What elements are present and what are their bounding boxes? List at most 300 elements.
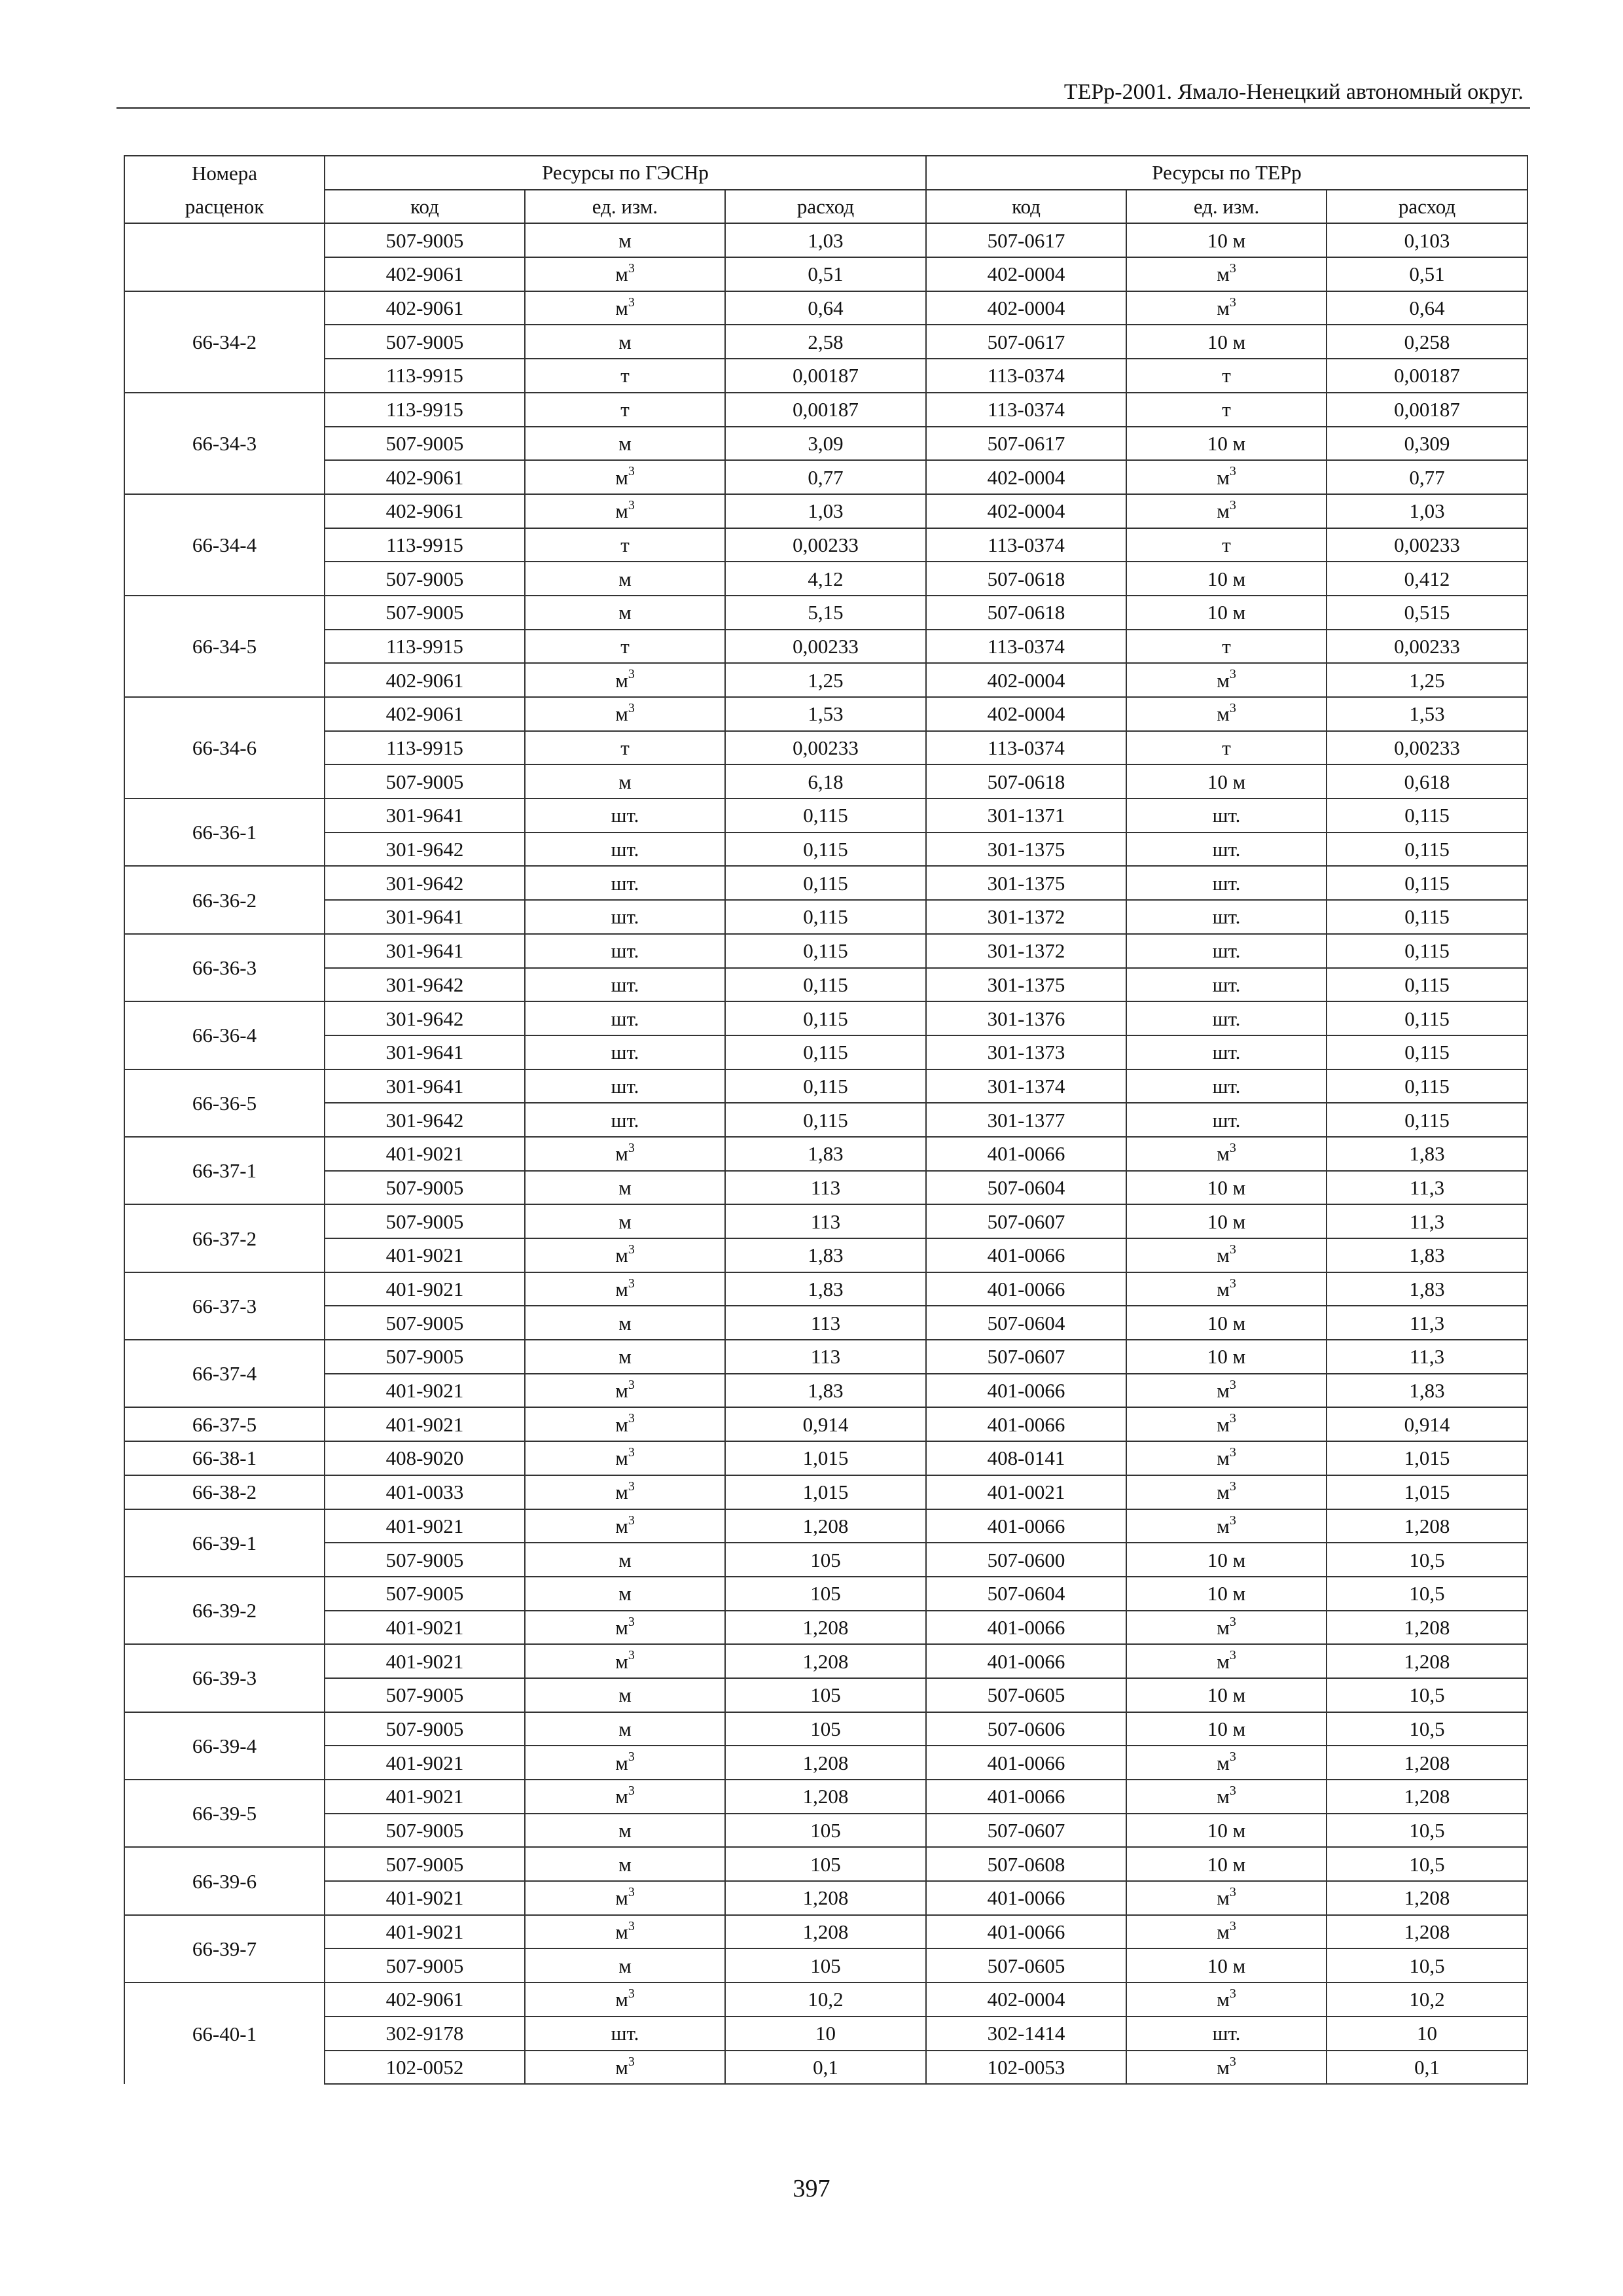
qty-terr-cell: 1,83 <box>1327 1374 1527 1408</box>
code-terr-cell: 507-0606 <box>926 1712 1126 1746</box>
unit-gesnr-cell: $м^3$ <box>525 257 725 291</box>
unit-terr-cell: шт. <box>1126 1103 1327 1137</box>
unit-gesnr-cell: шт. <box>525 1103 725 1137</box>
qty-gesnr-cell: 1,03 <box>725 223 926 257</box>
unit-terr-cell: т <box>1126 630 1327 664</box>
qty-terr-cell: 10 <box>1327 2017 1527 2051</box>
code-terr-cell: 507-0605 <box>926 1948 1126 1982</box>
unit-gesnr-cell: т <box>525 359 725 393</box>
unit-terr-cell: шт. <box>1126 1069 1327 1103</box>
qty-gesnr-cell: 0,00233 <box>725 630 926 664</box>
rate-number-cell: 66-37-5 <box>124 1407 325 1441</box>
code-terr-cell: 507-0618 <box>926 596 1126 630</box>
table-row <box>124 1306 1527 1340</box>
qty-terr-cell: 0,1 <box>1327 2051 1527 2085</box>
qty-gesnr-cell: 0,914 <box>725 1407 926 1441</box>
table-row <box>124 1475 1527 1509</box>
qty-gesnr-cell: 105 <box>725 1543 926 1577</box>
qty-terr-cell: 0,115 <box>1327 934 1527 968</box>
unit-terr-cell: 10 м <box>1126 1543 1327 1577</box>
unit-terr-cell: шт. <box>1126 968 1327 1002</box>
code-gesnr-cell: 402-9061 <box>325 257 525 291</box>
unit-gesnr-cell: $м^3$ <box>525 460 725 494</box>
qty-terr-cell: 1,208 <box>1327 1611 1527 1645</box>
unit-terr-cell: т <box>1126 393 1327 427</box>
unit-terr-cell: 10 м <box>1126 1204 1327 1238</box>
code-terr-cell: 301-1374 <box>926 1069 1126 1103</box>
code-terr-cell: 301-1375 <box>926 866 1126 900</box>
unit-gesnr-cell: шт. <box>525 934 725 968</box>
code-terr-cell: 301-1373 <box>926 1035 1126 1069</box>
unit-gesnr-cell: шт. <box>525 1001 725 1035</box>
unit-gesnr-cell: м <box>525 1814 725 1848</box>
code-gesnr-cell: 401-9021 <box>325 1407 525 1441</box>
table-row <box>124 1814 1527 1848</box>
table-row <box>124 1881 1527 1915</box>
qty-terr-cell: 1,208 <box>1327 1509 1527 1543</box>
unit-terr-cell: $м^3$ <box>1126 1407 1327 1441</box>
code-terr-cell: 113-0374 <box>926 393 1126 427</box>
unit-gesnr-cell: м <box>525 1847 725 1881</box>
table-row <box>124 1374 1527 1408</box>
unit-gesnr-cell: $м^3$ <box>525 1644 725 1678</box>
qty-terr-cell: 0,258 <box>1327 325 1527 359</box>
qty-gesnr-cell: 1,015 <box>725 1441 926 1475</box>
qty-gesnr-cell: 0,77 <box>725 460 926 494</box>
col-header-unit-terr: ед. изм. <box>1126 190 1327 224</box>
unit-gesnr-cell: м <box>525 325 725 359</box>
code-gesnr-cell: 401-0033 <box>325 1475 525 1509</box>
table-row <box>124 866 1527 900</box>
unit-gesnr-cell: $м^3$ <box>525 1915 725 1949</box>
table-row <box>124 596 1527 630</box>
qty-terr-cell: 1,208 <box>1327 1644 1527 1678</box>
table-row <box>124 393 1527 427</box>
table-row <box>124 663 1527 697</box>
qty-gesnr-cell: 0,115 <box>725 1001 926 1035</box>
qty-terr-cell: 0,00233 <box>1327 528 1527 562</box>
table-row <box>124 257 1527 291</box>
table-row <box>124 731 1527 765</box>
table-row <box>124 1509 1527 1543</box>
rate-number-cell: 66-38-2 <box>124 1475 325 1509</box>
table-row <box>124 798 1527 833</box>
code-terr-cell: 402-0004 <box>926 1982 1126 2017</box>
qty-terr-cell: 10,5 <box>1327 1577 1527 1611</box>
qty-terr-cell: 0,51 <box>1327 257 1527 291</box>
qty-gesnr-cell: 105 <box>725 1948 926 1982</box>
code-gesnr-cell: 113-9915 <box>325 359 525 393</box>
code-terr-cell: 113-0374 <box>926 630 1126 664</box>
code-terr-cell: 507-0618 <box>926 764 1126 798</box>
code-terr-cell: 401-0066 <box>926 1644 1126 1678</box>
table-row <box>124 494 1527 528</box>
code-terr-cell: 507-0605 <box>926 1678 1126 1712</box>
qty-terr-cell: 0,00233 <box>1327 731 1527 765</box>
code-gesnr-cell: 113-9915 <box>325 731 525 765</box>
unit-terr-cell: т <box>1126 528 1327 562</box>
code-gesnr-cell: 507-9005 <box>325 764 525 798</box>
table-row <box>124 1611 1527 1645</box>
code-gesnr-cell: 401-9021 <box>325 1374 525 1408</box>
unit-terr-cell: $м^3$ <box>1126 1509 1327 1543</box>
unit-terr-cell: $м^3$ <box>1126 1374 1327 1408</box>
qty-terr-cell: 1,53 <box>1327 697 1527 731</box>
unit-gesnr-cell: $м^3$ <box>525 1475 725 1509</box>
code-terr-cell: 507-0607 <box>926 1204 1126 1238</box>
unit-terr-cell: 10 м <box>1126 1340 1327 1374</box>
qty-gesnr-cell: 113 <box>725 1171 926 1205</box>
qty-terr-cell: 0,115 <box>1327 1001 1527 1035</box>
code-gesnr-cell: 301-9641 <box>325 798 525 833</box>
qty-terr-cell: 11,3 <box>1327 1204 1527 1238</box>
rate-number-cell: 66-36-2 <box>124 866 325 933</box>
code-terr-cell: 507-0604 <box>926 1577 1126 1611</box>
unit-terr-cell: шт. <box>1126 798 1327 833</box>
table-row <box>124 900 1527 934</box>
code-terr-cell: 507-0618 <box>926 562 1126 596</box>
unit-gesnr-cell: шт. <box>525 866 725 900</box>
unit-terr-cell: $м^3$ <box>1126 697 1327 731</box>
col-group-gesnr: Ресурсы по ГЭСНр <box>325 156 926 190</box>
rate-number-cell: 66-34-2 <box>124 291 325 393</box>
code-terr-cell: 402-0004 <box>926 257 1126 291</box>
code-terr-cell: 301-1371 <box>926 798 1126 833</box>
code-terr-cell: 402-0004 <box>926 697 1126 731</box>
qty-terr-cell: 10,5 <box>1327 1543 1527 1577</box>
table-row <box>124 1746 1527 1780</box>
qty-gesnr-cell: 0,00233 <box>725 528 926 562</box>
rate-number-cell: 66-36-3 <box>124 934 325 1001</box>
table-row <box>124 1238 1527 1272</box>
unit-terr-cell: 10 м <box>1126 764 1327 798</box>
rate-number-cell: 66-39-1 <box>124 1509 325 1577</box>
code-gesnr-cell: 401-9021 <box>325 1611 525 1645</box>
col-header-qty-terr: расход <box>1327 190 1527 224</box>
rate-number-cell <box>124 223 325 291</box>
qty-terr-cell: 10,5 <box>1327 1814 1527 1848</box>
qty-gesnr-cell: 0,115 <box>725 1035 926 1069</box>
qty-gesnr-cell: 10,2 <box>725 1982 926 2017</box>
unit-gesnr-cell: $м^3$ <box>525 1780 725 1814</box>
qty-terr-cell: 11,3 <box>1327 1306 1527 1340</box>
unit-terr-cell: $м^3$ <box>1126 1238 1327 1272</box>
unit-gesnr-cell: м <box>525 1577 725 1611</box>
table-header-row-2 <box>124 190 1527 224</box>
qty-gesnr-cell: 0,1 <box>725 2051 926 2085</box>
page-number: 397 <box>793 2175 830 2202</box>
unit-terr-cell: $м^3$ <box>1126 2051 1327 2085</box>
table-row <box>124 1272 1527 1306</box>
unit-gesnr-cell: $м^3$ <box>525 1881 725 1915</box>
unit-terr-cell: 10 м <box>1126 1306 1327 1340</box>
code-gesnr-cell: 301-9642 <box>325 1001 525 1035</box>
qty-gesnr-cell: 0,115 <box>725 934 926 968</box>
qty-gesnr-cell: 1,208 <box>725 1644 926 1678</box>
qty-terr-cell: 0,115 <box>1327 968 1527 1002</box>
unit-gesnr-cell: $м^3$ <box>525 1509 725 1543</box>
qty-terr-cell: 0,618 <box>1327 764 1527 798</box>
rate-number-cell: 66-39-6 <box>124 1847 325 1914</box>
unit-terr-cell: $м^3$ <box>1126 1441 1327 1475</box>
code-terr-cell: 507-0617 <box>926 427 1126 461</box>
code-terr-cell: 402-0004 <box>926 291 1126 325</box>
code-terr-cell: 408-0141 <box>926 1441 1126 1475</box>
code-terr-cell: 401-0066 <box>926 1881 1126 1915</box>
code-gesnr-cell: 402-9061 <box>325 663 525 697</box>
rate-number-cell: 66-37-2 <box>124 1204 325 1272</box>
code-terr-cell: 401-0066 <box>926 1611 1126 1645</box>
qty-gesnr-cell: 1,208 <box>725 1746 926 1780</box>
table-row <box>124 934 1527 968</box>
table-row <box>124 1001 1527 1035</box>
table-row <box>124 1915 1527 1949</box>
unit-terr-cell: 10 м <box>1126 223 1327 257</box>
code-terr-cell: 402-0004 <box>926 663 1126 697</box>
unit-gesnr-cell: $м^3$ <box>525 1374 725 1408</box>
qty-terr-cell: 0,00187 <box>1327 393 1527 427</box>
table-row <box>124 223 1527 257</box>
code-gesnr-cell: 301-9641 <box>325 900 525 934</box>
qty-gesnr-cell: 0,115 <box>725 866 926 900</box>
qty-terr-cell: 1,03 <box>1327 494 1527 528</box>
unit-gesnr-cell: шт. <box>525 968 725 1002</box>
unit-terr-cell: т <box>1126 731 1327 765</box>
table-row <box>124 1577 1527 1611</box>
qty-gesnr-cell: 1,208 <box>725 1881 926 1915</box>
unit-gesnr-cell: м <box>525 427 725 461</box>
code-terr-cell: 301-1376 <box>926 1001 1126 1035</box>
rate-number-cell: 66-40-1 <box>124 1982 325 2084</box>
code-terr-cell: 401-0066 <box>926 1238 1126 1272</box>
qty-gesnr-cell: 0,64 <box>725 291 926 325</box>
code-gesnr-cell: 401-9021 <box>325 1881 525 1915</box>
unit-gesnr-cell: м <box>525 1678 725 1712</box>
unit-terr-cell: $м^3$ <box>1126 257 1327 291</box>
table-row <box>124 2017 1527 2051</box>
table-row <box>124 1712 1527 1746</box>
code-gesnr-cell: 408-9020 <box>325 1441 525 1475</box>
code-gesnr-cell: 401-9021 <box>325 1644 525 1678</box>
qty-terr-cell: 11,3 <box>1327 1340 1527 1374</box>
table-row <box>124 1204 1527 1238</box>
code-terr-cell: 301-1375 <box>926 833 1126 867</box>
unit-terr-cell: $м^3$ <box>1126 494 1327 528</box>
unit-terr-cell: 10 м <box>1126 596 1327 630</box>
rate-number-cell: 66-34-4 <box>124 494 325 596</box>
table-row <box>124 1103 1527 1137</box>
table-row <box>124 1948 1527 1982</box>
qty-terr-cell: 1,015 <box>1327 1441 1527 1475</box>
code-terr-cell: 402-0004 <box>926 494 1126 528</box>
qty-terr-cell: 0,309 <box>1327 427 1527 461</box>
qty-gesnr-cell: 1,25 <box>725 663 926 697</box>
qty-gesnr-cell: 0,115 <box>725 900 926 934</box>
code-terr-cell: 301-1377 <box>926 1103 1126 1137</box>
unit-gesnr-cell: $м^3$ <box>525 1238 725 1272</box>
unit-terr-cell: $м^3$ <box>1126 1915 1327 1949</box>
code-terr-cell: 507-0608 <box>926 1847 1126 1881</box>
code-terr-cell: 301-1372 <box>926 934 1126 968</box>
table-row <box>124 359 1527 393</box>
unit-terr-cell: шт. <box>1126 934 1327 968</box>
code-gesnr-cell: 507-9005 <box>325 1948 525 1982</box>
unit-gesnr-cell: $м^3$ <box>525 1746 725 1780</box>
table-row <box>124 1982 1527 2017</box>
code-terr-cell: 301-1375 <box>926 968 1126 1002</box>
qty-gesnr-cell: 5,15 <box>725 596 926 630</box>
qty-gesnr-cell: 0,115 <box>725 1069 926 1103</box>
table-row <box>124 968 1527 1002</box>
unit-terr-cell: шт. <box>1126 2017 1327 2051</box>
qty-terr-cell: 0,00233 <box>1327 630 1527 664</box>
code-gesnr-cell: 113-9915 <box>325 630 525 664</box>
rate-number-cell: 66-37-3 <box>124 1272 325 1340</box>
code-gesnr-cell: 401-9021 <box>325 1780 525 1814</box>
unit-terr-cell: 10 м <box>1126 1678 1327 1712</box>
unit-gesnr-cell: т <box>525 731 725 765</box>
qty-gesnr-cell: 1,83 <box>725 1137 926 1171</box>
table-row <box>124 697 1527 731</box>
qty-gesnr-cell: 1,03 <box>725 494 926 528</box>
unit-terr-cell: $м^3$ <box>1126 1881 1327 1915</box>
qty-terr-cell: 1,25 <box>1327 663 1527 697</box>
qty-terr-cell: 0,412 <box>1327 562 1527 596</box>
code-gesnr-cell: 507-9005 <box>325 1340 525 1374</box>
code-gesnr-cell: 401-9021 <box>325 1746 525 1780</box>
qty-terr-cell: 0,914 <box>1327 1407 1527 1441</box>
code-gesnr-cell: 301-9641 <box>325 934 525 968</box>
code-terr-cell: 401-0066 <box>926 1915 1126 1949</box>
unit-terr-cell: $м^3$ <box>1126 1644 1327 1678</box>
unit-gesnr-cell: $м^3$ <box>525 1982 725 2017</box>
code-gesnr-cell: 402-9061 <box>325 1982 525 2017</box>
unit-terr-cell: $м^3$ <box>1126 1137 1327 1171</box>
code-terr-cell: 401-0066 <box>926 1374 1126 1408</box>
col-header-qty-gesnr: расход <box>725 190 926 224</box>
qty-gesnr-cell: 105 <box>725 1847 926 1881</box>
code-gesnr-cell: 507-9005 <box>325 1577 525 1611</box>
unit-gesnr-cell: шт. <box>525 798 725 833</box>
qty-gesnr-cell: 0,115 <box>725 968 926 1002</box>
qty-gesnr-cell: 10 <box>725 2017 926 2051</box>
table-row <box>124 2051 1527 2085</box>
code-terr-cell: 113-0374 <box>926 359 1126 393</box>
qty-gesnr-cell: 3,09 <box>725 427 926 461</box>
rate-number-cell: 66-39-2 <box>124 1577 325 1644</box>
table-row <box>124 1441 1527 1475</box>
unit-gesnr-cell: м <box>525 1712 725 1746</box>
unit-terr-cell: $м^3$ <box>1126 460 1327 494</box>
unit-gesnr-cell: м <box>525 1171 725 1205</box>
qty-gesnr-cell: 1,208 <box>725 1915 926 1949</box>
rate-number-cell: 66-37-1 <box>124 1137 325 1204</box>
qty-terr-cell: 10,2 <box>1327 1982 1527 2017</box>
qty-terr-cell: 11,3 <box>1327 1171 1527 1205</box>
qty-gesnr-cell: 1,53 <box>725 697 926 731</box>
code-terr-cell: 401-0066 <box>926 1509 1126 1543</box>
rate-number-cell: 66-34-5 <box>124 596 325 697</box>
unit-terr-cell: 10 м <box>1126 427 1327 461</box>
code-gesnr-cell: 301-9641 <box>325 1069 525 1103</box>
code-terr-cell: 401-0066 <box>926 1746 1126 1780</box>
table-row <box>124 1035 1527 1069</box>
qty-gesnr-cell: 1,208 <box>725 1611 926 1645</box>
code-terr-cell: 113-0374 <box>926 731 1126 765</box>
code-gesnr-cell: 507-9005 <box>325 223 525 257</box>
resources-table <box>124 155 1528 2085</box>
code-gesnr-cell: 507-9005 <box>325 1306 525 1340</box>
qty-gesnr-cell: 105 <box>725 1814 926 1848</box>
code-terr-cell: 113-0374 <box>926 528 1126 562</box>
code-gesnr-cell: 507-9005 <box>325 427 525 461</box>
qty-terr-cell: 0,64 <box>1327 291 1527 325</box>
unit-gesnr-cell: м <box>525 1204 725 1238</box>
unit-terr-cell: 10 м <box>1126 1171 1327 1205</box>
code-gesnr-cell: 401-9021 <box>325 1272 525 1306</box>
unit-terr-cell: шт. <box>1126 866 1327 900</box>
unit-terr-cell: $м^3$ <box>1126 1746 1327 1780</box>
unit-terr-cell: 10 м <box>1126 562 1327 596</box>
qty-terr-cell: 10,5 <box>1327 1948 1527 1982</box>
qty-gesnr-cell: 113 <box>725 1306 926 1340</box>
qty-terr-cell: 1,208 <box>1327 1881 1527 1915</box>
code-gesnr-cell: 507-9005 <box>325 1814 525 1848</box>
code-gesnr-cell: 402-9061 <box>325 494 525 528</box>
code-terr-cell: 102-0053 <box>926 2051 1126 2085</box>
table-row <box>124 764 1527 798</box>
table-row <box>124 1543 1527 1577</box>
unit-gesnr-cell: м <box>525 562 725 596</box>
unit-gesnr-cell: $м^3$ <box>525 2051 725 2085</box>
unit-terr-cell: шт. <box>1126 1035 1327 1069</box>
qty-terr-cell: 1,83 <box>1327 1137 1527 1171</box>
unit-gesnr-cell: $м^3$ <box>525 1611 725 1645</box>
unit-terr-cell: $м^3$ <box>1126 1272 1327 1306</box>
table-row <box>124 1407 1527 1441</box>
qty-terr-cell: 0,115 <box>1327 1103 1527 1137</box>
code-gesnr-cell: 507-9005 <box>325 325 525 359</box>
table-row <box>124 1644 1527 1678</box>
unit-gesnr-cell: $м^3$ <box>525 697 725 731</box>
qty-gesnr-cell: 113 <box>725 1340 926 1374</box>
qty-terr-cell: 1,208 <box>1327 1780 1527 1814</box>
qty-gesnr-cell: 1,208 <box>725 1509 926 1543</box>
code-gesnr-cell: 507-9005 <box>325 1678 525 1712</box>
rate-number-cell: 66-38-1 <box>124 1441 325 1475</box>
code-gesnr-cell: 507-9005 <box>325 562 525 596</box>
code-terr-cell: 401-0066 <box>926 1780 1126 1814</box>
unit-terr-cell: 10 м <box>1126 1948 1327 1982</box>
qty-gesnr-cell: 1,83 <box>725 1374 926 1408</box>
qty-terr-cell: 0,115 <box>1327 798 1527 833</box>
qty-gesnr-cell: 1,015 <box>725 1475 926 1509</box>
unit-terr-cell: 10 м <box>1126 1814 1327 1848</box>
unit-gesnr-cell: м <box>525 1543 725 1577</box>
table-row <box>124 325 1527 359</box>
qty-gesnr-cell: 0,51 <box>725 257 926 291</box>
document-title: ТЕРр-2001. Ямало-Ненецкий автономный округ. <box>1063 80 1524 104</box>
table-row <box>124 630 1527 664</box>
code-gesnr-cell: 507-9005 <box>325 1847 525 1881</box>
unit-terr-cell: $м^3$ <box>1126 1982 1327 2017</box>
col-header-code-terr: код <box>926 190 1126 224</box>
table-row <box>124 1137 1527 1171</box>
qty-terr-cell: 1,83 <box>1327 1272 1527 1306</box>
qty-gesnr-cell: 4,12 <box>725 562 926 596</box>
code-gesnr-cell: 301-9642 <box>325 1103 525 1137</box>
qty-gesnr-cell: 1,208 <box>725 1780 926 1814</box>
